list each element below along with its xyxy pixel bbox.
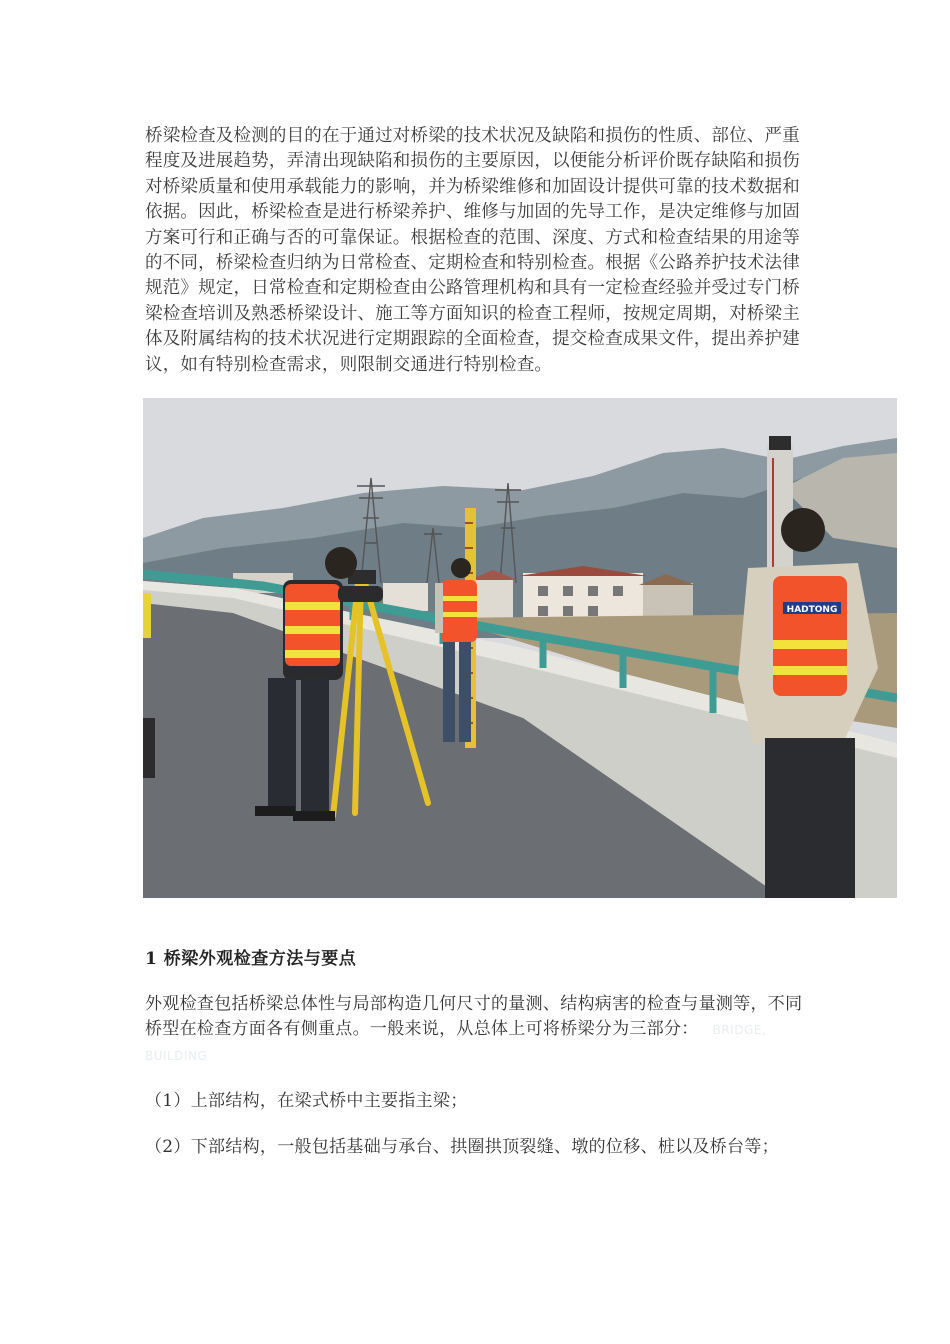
- intro-paragraph: 桥梁检查及检测的目的在于通过对桥梁的技术状况及缺陷和损伤的性质、部位、严重程度及进展趋势，弄清出现缺陷和损伤的主要原因，以便能分析评价既存缺陷和损伤对桥梁质量和使用承载能力的影响，并为桥梁维修和加固设计提供可靠的技术数据和依据。因此，桥梁检查是进行桥梁养护、维修与加固的先导工作，是决定维修与加固方案可行和正确与否的可靠保证。根据检查的范围、深度、方式和检查结果的用途等的不同，桥梁检查归纳为日常检查、定期检查和特别检查。根据《公路养护技术法律规范》规定，日常检查和定期检查由公路管理机构和具有一定检查经验并受过专门桥梁检查培训及熟悉桥梁设计、施工等方面知识的检查工程师，按规定周期，对桥梁主体及附属结构的技术状况进行定期跟踪的全面检查，提交检查成果文件，提出养护建议，如有特别检查需求，则限制交通进行特别检查。: [145, 126, 800, 375]
- vest-label: HADTONG: [786, 605, 838, 615]
- section-heading: 1 桥梁外观检查方法与要点: [145, 949, 357, 969]
- list-item-superstructure: （1）上部结构，在梁式桥中主要指主梁；: [145, 1091, 468, 1111]
- paragraph-overview: [145, 992, 815, 1069]
- bridge-inspection-photo: [143, 398, 897, 898]
- traffic-pole: [143, 593, 151, 638]
- list-item-substructure: （2）下部结构，一般包括基础与承台、拱圈拱顶裂缝、墩的位移、桩以及桥台等；: [145, 1137, 779, 1157]
- paragraph-overview-text: 外观检查包括桥梁总体性与局部构造几何尺寸的量测、结构病害的检查与量测等，不同桥型在检查方面各有侧重点。一般来说，从总体上可将桥梁分为三部分：: [145, 994, 803, 1039]
- watermark-text: BRIDGE, BUILDING: [145, 1023, 767, 1063]
